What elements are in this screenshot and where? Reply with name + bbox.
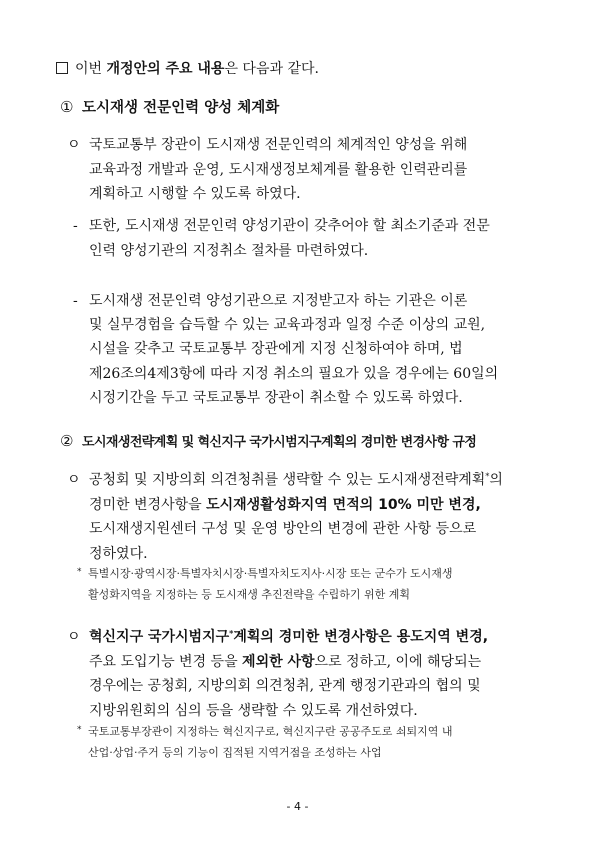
text-span: 공청회 및 지방의회 의견청취를 생략할 수 있는 도시재생전략계획 xyxy=(89,472,486,488)
section2-title: 도시재생전략계획 및 혁신지구 국가시범지구계획의 경미한 변경사항 규정 xyxy=(82,435,477,450)
footnote-star: * xyxy=(77,567,82,577)
bullet-dash: - xyxy=(73,293,78,309)
text-line: 또한, 도시재생 전문인력 양성기관이 갖추어야 할 최소기준과 전문 xyxy=(89,218,490,234)
text-line: 계획하고 시행할 수 있도록 하였다. xyxy=(89,186,301,202)
text-line xyxy=(89,625,537,650)
text-line: 시설을 갖추고 국토교통부 장관에게 지정 신청하여야 하며, 법 xyxy=(89,341,463,358)
footnote-line: 특별시장·광역시장·특별자치시장·특별자치도지사·시장 또는 군수가 도시재생 xyxy=(88,567,453,580)
text-line: 제26조의4제3항에 따라 지정 취소의 필요가 있을 경우에는 60일의 xyxy=(89,365,499,382)
bold-span: 도시재생활성화지역 면적의 10% 미만 변경, xyxy=(206,496,481,513)
text-span: 경미한 변경사항을 xyxy=(89,496,207,513)
text-line: 시정기간을 두고 국토교통부 장관이 취소할 수 있도록 하였다. xyxy=(89,389,463,406)
checkbox-square-icon xyxy=(56,62,68,74)
section2-paragraph1 xyxy=(67,468,537,566)
intro-line xyxy=(56,58,319,78)
section1-paragraph1 xyxy=(67,133,537,207)
footnote-marker: * xyxy=(485,472,490,481)
bold-span: 계획의 경미한 변경사항은 용도지역 변경, xyxy=(233,629,489,645)
text-line: 인력 양성기관의 지정취소 절차를 마련하였다. xyxy=(89,242,369,259)
bullet-dash: - xyxy=(73,218,78,234)
bold-span: 혁신지구 국가시범지구 xyxy=(89,629,230,645)
text-line: 교육과정 개발과 운영, 도시재생정보체계를 활용한 인력관리를 xyxy=(89,161,468,178)
section1-paragraph3 xyxy=(73,289,537,410)
text-line: 경우에는 공청회, 지방의회 의견청취, 관계 행정기관과의 협의 및 xyxy=(89,678,481,694)
text-line xyxy=(89,650,537,675)
text-line: 도시재생 전문인력 양성기관으로 지정받고자 하는 기관은 이론 xyxy=(89,293,468,309)
intro-text: 이번 xyxy=(75,61,107,77)
text-line: 도시재생지원센터 구성 및 운영 방안의 변경에 관한 사항 등으로 xyxy=(89,521,477,537)
text-line: 국토교통부 장관이 도시재생 전문인력의 체계적인 양성을 위해 xyxy=(89,137,468,153)
bullet-circle: ㅇ xyxy=(67,472,81,488)
footnote-marker: * xyxy=(229,628,234,638)
text-span: 으로 정하고, 이에 해당되는 xyxy=(314,653,482,670)
section1-title: 도시재생 전문인력 양성 체계화 xyxy=(82,100,280,116)
section2-heading xyxy=(60,431,476,450)
bullet-circle: ㅇ xyxy=(67,629,81,645)
footnote2 xyxy=(77,722,538,763)
footnote-line: 국토교통부장관이 지정하는 혁신지구로, 혁신지구란 공공주도로 쇠퇴지역 내 xyxy=(88,725,453,738)
footnote-star: * xyxy=(77,725,82,735)
footnote-line: 활성화지역을 지정하는 등 도시재생 추진전략을 수립하기 위한 계획 xyxy=(88,587,411,601)
section1-heading xyxy=(60,96,279,117)
bullet-circle: ㅇ xyxy=(67,137,81,153)
intro-text-end: 은 다음과 같다. xyxy=(224,61,319,77)
bold-span: 제외한 사항 xyxy=(242,653,315,670)
text-line: 지방위원회의 심의 등을 생략할 수 있도록 개선하였다. xyxy=(89,702,418,719)
section1-number: ① xyxy=(60,98,74,116)
page-number: - 4 - xyxy=(286,800,309,813)
text-span: 주요 도입기능 변경 등을 xyxy=(89,653,243,670)
footnote-line: 산업·상업·주거 등의 기능이 집적된 지역거점을 조성하는 사업 xyxy=(88,745,382,759)
intro-bold: 개정안의 주요 내용 xyxy=(106,61,225,77)
section2-number: ② xyxy=(60,432,73,450)
text-line xyxy=(89,468,537,493)
text-span: 의 xyxy=(489,472,503,488)
footnote1 xyxy=(77,564,538,605)
text-line xyxy=(89,493,537,518)
text-line: 정하였다. xyxy=(89,545,148,562)
section2-paragraph2 xyxy=(67,625,537,723)
section1-paragraph2 xyxy=(73,214,537,263)
text-line: 및 실무경험을 습득할 수 있는 교육과정과 일정 수준 이상의 교원, xyxy=(89,317,486,334)
